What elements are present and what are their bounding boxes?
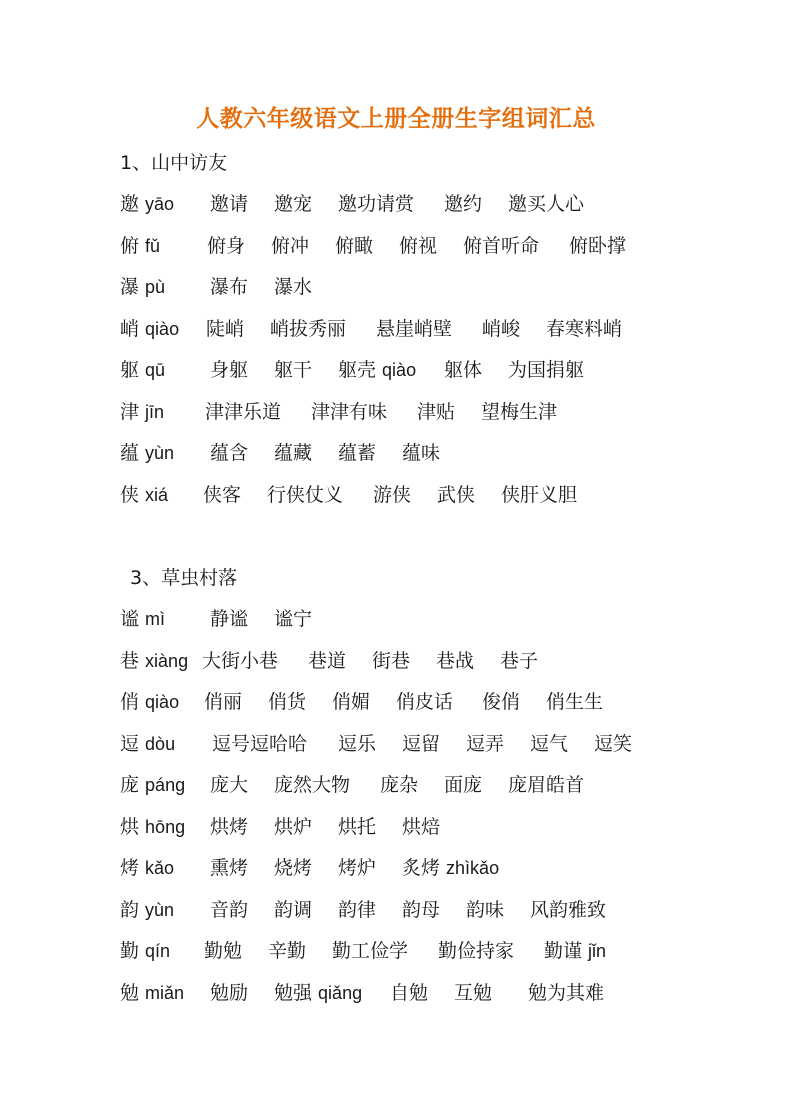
- vocab-row: [0, 272, 792, 302]
- vocab-row: [0, 895, 792, 925]
- vocab-word: 俏丽: [204, 691, 243, 713]
- vocab-word: 俯冲: [271, 235, 310, 257]
- vocab-word: 街巷: [372, 650, 411, 672]
- vocab-word: 烘托: [338, 816, 377, 838]
- character-with-pinyin: 蕴 yùn: [120, 442, 175, 464]
- vocab-word: 炙烤 zhìkǎo: [402, 857, 500, 879]
- vocab-word: 邀宠: [274, 193, 313, 215]
- vocab-word: 行侠仗义: [267, 484, 344, 506]
- vocab-word: 俯视: [399, 235, 438, 257]
- vocab-word: 勤勉: [204, 940, 243, 962]
- vocab-word: 俊俏: [482, 691, 521, 713]
- vocab-word: 风韵雅致: [530, 899, 607, 921]
- vocab-word: 勉励: [210, 982, 249, 1004]
- vocab-word: 逗笑: [594, 733, 633, 755]
- vocab-word: 俯首听命: [463, 235, 540, 257]
- vocab-word: 辛勤: [268, 940, 307, 962]
- character-with-pinyin: 侠 xiá: [120, 484, 169, 506]
- vocab-word: 熏烤: [210, 857, 249, 879]
- vocab-word: 巷子: [500, 650, 539, 672]
- vocab-word: 逗号逗哈哈: [212, 733, 308, 755]
- character-with-pinyin: 韵 yùn: [120, 899, 175, 921]
- vocab-row: [0, 687, 792, 717]
- vocab-word: 庞杂: [380, 774, 419, 796]
- vocab-word: 烘炉: [274, 816, 313, 838]
- vocab-word: 侠肝义胆: [501, 484, 578, 506]
- vocab-row: [0, 231, 792, 261]
- vocab-row: [0, 978, 792, 1008]
- vocab-word: 俯卧撑: [569, 235, 627, 257]
- vocab-word: 逗乐: [338, 733, 377, 755]
- character-with-pinyin: 逗 dòu: [120, 733, 176, 755]
- vocab-word: 互勉: [454, 982, 493, 1004]
- vocab-row: [0, 936, 792, 966]
- vocab-word: 游侠: [373, 484, 412, 506]
- vocab-word: 躯干: [274, 359, 313, 381]
- vocab-word: 武侠: [437, 484, 476, 506]
- character-with-pinyin: 烘 hōng: [120, 816, 186, 838]
- vocab-word: 邀请: [210, 193, 249, 215]
- vocab-word: 春寒料峭: [546, 318, 623, 340]
- vocab-word: 躯体: [444, 359, 483, 381]
- document-title: 人教六年级语文上册全册生字组词汇总: [196, 106, 596, 132]
- vocab-word: 烧烤: [274, 857, 313, 879]
- vocab-word: 瀑布: [210, 276, 249, 298]
- character-with-pinyin: 勤 qín: [120, 940, 171, 962]
- vocab-word: 谧宁: [274, 608, 313, 630]
- vocab-word: 望梅生津: [481, 401, 558, 423]
- vocab-word: 庞大: [210, 774, 249, 796]
- character-with-pinyin: 烤 kǎo: [120, 857, 175, 879]
- vocab-word: 蕴含: [210, 442, 249, 464]
- character-with-pinyin: 峭 qiào: [120, 318, 180, 340]
- character-with-pinyin: 躯 qū: [120, 359, 166, 381]
- character-with-pinyin: 谧 mì: [120, 608, 166, 630]
- vocab-word: 津津乐道: [205, 401, 282, 423]
- vocab-word: 邀买人心: [508, 193, 585, 215]
- vocab-word: 俏皮话: [396, 691, 454, 713]
- vocab-word: 侠客: [203, 484, 242, 506]
- vocab-word: 俯身: [207, 235, 246, 257]
- vocab-word: 蕴味: [402, 442, 441, 464]
- vocab-word: 蕴藏: [274, 442, 313, 464]
- vocab-word: 面庞: [444, 774, 483, 796]
- vocab-word: 庞眉皓首: [508, 774, 585, 796]
- vocab-row: [0, 770, 792, 800]
- character-with-pinyin: 津 jīn: [120, 401, 165, 423]
- section-heading: 3、草虫村落: [130, 567, 238, 589]
- character-with-pinyin: 庞 páng: [120, 774, 186, 796]
- vocab-row: [0, 189, 792, 219]
- character-with-pinyin: 俏 qiào: [120, 691, 180, 713]
- vocab-word: 自勉: [390, 982, 429, 1004]
- vocab-word: 音韵: [210, 899, 249, 921]
- vocab-word: 蕴蓄: [338, 442, 377, 464]
- vocab-word: 勤俭持家: [438, 940, 515, 962]
- vocab-word: 躯壳 qiào: [338, 359, 417, 381]
- vocab-word: 邀约: [444, 193, 483, 215]
- vocab-row: [0, 812, 792, 842]
- vocab-word: 俏媚: [332, 691, 371, 713]
- character-with-pinyin: 巷 xiàng: [120, 650, 189, 672]
- vocab-word: 勤工俭学: [332, 940, 409, 962]
- vocab-word: 邀功请赏: [338, 193, 415, 215]
- vocab-word: 瀑水: [274, 276, 313, 298]
- vocab-word: 韵母: [402, 899, 441, 921]
- vocab-word: 巷道: [308, 650, 347, 672]
- vocab-word: 巷战: [436, 650, 475, 672]
- vocab-word: 勉强 qiǎng: [274, 982, 363, 1004]
- character-with-pinyin: 俯 fǔ: [120, 235, 161, 257]
- vocab-word: 庞然大物: [274, 774, 351, 796]
- vocab-word: 烤炉: [338, 857, 377, 879]
- vocab-row: [0, 438, 792, 468]
- vocab-word: 俏货: [268, 691, 307, 713]
- vocab-word: 烘烤: [210, 816, 249, 838]
- vocab-word: 陡峭: [206, 318, 245, 340]
- vocab-row: [0, 646, 792, 676]
- vocab-row: [0, 729, 792, 759]
- vocab-word: 津津有味: [311, 401, 388, 423]
- vocab-word: 韵味: [466, 899, 505, 921]
- vocab-word: 勉为其难: [528, 982, 605, 1004]
- vocab-word: 大街小巷: [202, 650, 279, 672]
- vocab-row: [0, 314, 792, 344]
- section-heading: 1、山中访友: [120, 152, 228, 174]
- vocab-word: 为国捐躯: [508, 359, 585, 381]
- vocab-row: [0, 480, 792, 510]
- vocab-row: [0, 604, 792, 634]
- character-with-pinyin: 勉 miǎn: [120, 982, 185, 1004]
- vocab-row: [0, 355, 792, 385]
- character-with-pinyin: 邀 yāo: [120, 193, 175, 215]
- vocab-word: 烘焙: [402, 816, 441, 838]
- vocab-row: [0, 397, 792, 427]
- vocab-word: 逗留: [402, 733, 441, 755]
- vocab-word: 峭拔秀丽: [270, 318, 347, 340]
- character-with-pinyin: 瀑 pù: [120, 276, 166, 298]
- vocab-word: 俯瞰: [335, 235, 374, 257]
- vocab-word: 韵调: [274, 899, 313, 921]
- vocab-word: 峭峻: [482, 318, 521, 340]
- vocab-word: 俏生生: [546, 691, 604, 713]
- vocab-word: 悬崖峭壁: [376, 318, 453, 340]
- vocab-word: 韵律: [338, 899, 377, 921]
- vocab-word: 勤谨 jǐn: [544, 940, 607, 962]
- vocab-word: 逗弄: [466, 733, 505, 755]
- vocab-row: [0, 853, 792, 883]
- vocab-word: 津贴: [417, 401, 456, 423]
- vocab-word: 逗气: [530, 733, 569, 755]
- vocab-word: 身躯: [210, 359, 249, 381]
- vocab-word: 静谧: [210, 608, 249, 630]
